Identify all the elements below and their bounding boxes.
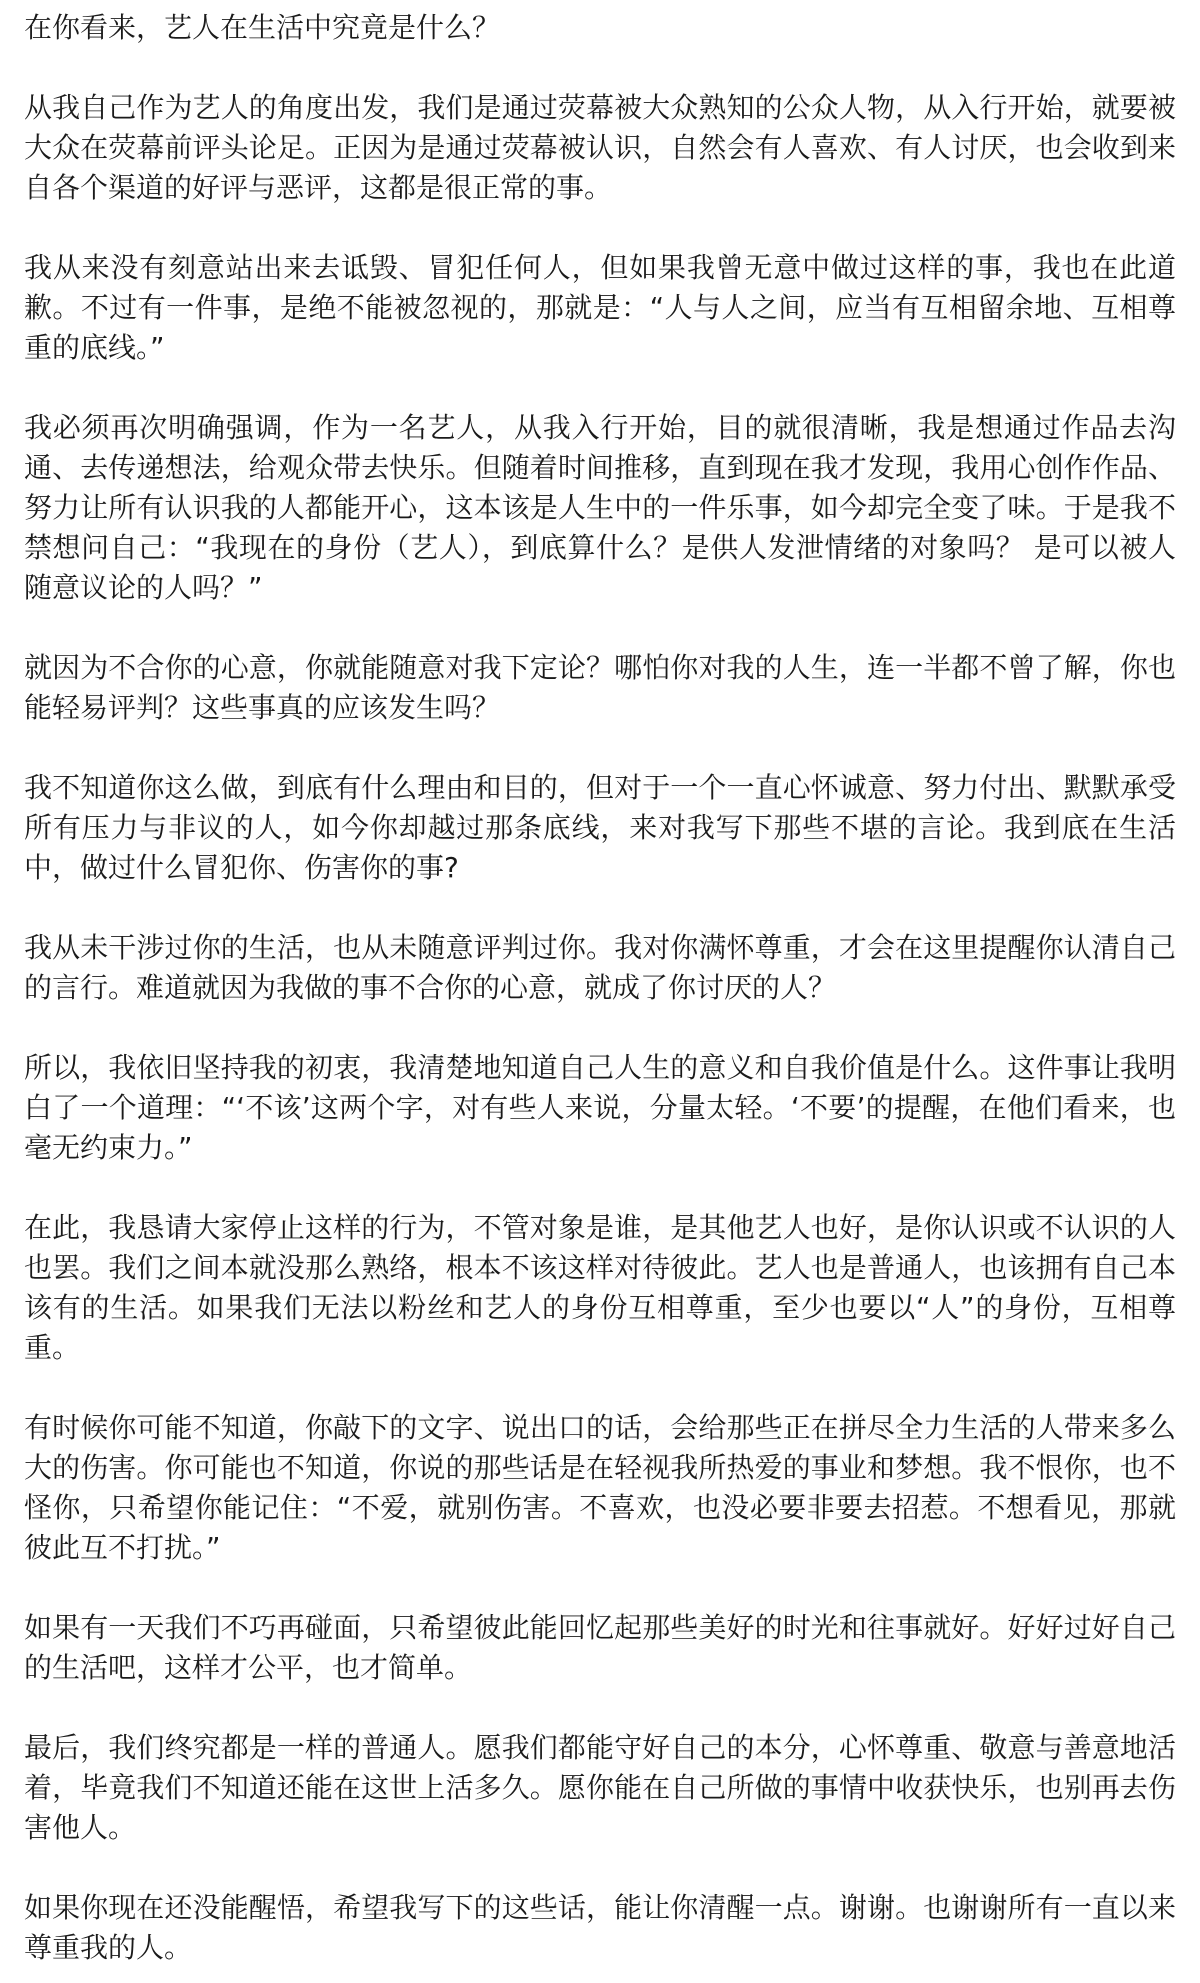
paragraph-thanks: 如果你现在还没能醒悟，希望我写下的这些话，能让你清醒一点。谢谢。也谢谢所有一直以来尊重我的人。 bbox=[24, 1891, 1176, 1964]
paragraph-harm: 有时候你可能不知道，你敲下的文字、说出口的话，会给那些正在拼尽全力生活的人带来多么大的伤害。你可能也不知道，你说的那些话是在轻视我所热爱的事业和梦想。我不恨你，也不怪你，只希望你能记住：“不爱，就别伤害。不喜欢，也没必要非要去招惹。不想看见，那就彼此互不打扰。” bbox=[24, 1411, 1176, 1564]
paragraph-bottom-line: 我不知道你这么做，到底有什么理由和目的，但对于一个一直心怀诚意、努力付出、默默承受所有压力与非议的人，如今你却越过那条底线，来对我写下那些不堪的言论。我到底在生活中，做过什么冒犯你、伤害你的事? bbox=[24, 771, 1176, 884]
article-body bbox=[24, 8, 1176, 1968]
paragraph-respect: 我从未干涉过你的生活，也从未随意评判过你。我对你满怀尊重，才会在这里提醒你认清自己的言行。难道就因为我做的事不合你的心意，就成了你讨厌的人？ bbox=[24, 931, 1176, 1004]
paragraph-public-figure: 从我自己作为艺人的角度出发，我们是通过荧幕被大众熟知的公众人物，从入行开始，就要被大众在荧幕前评头论足。正因为是通过荧幕被认识，自然会有人喜欢、有人讨厌，也会收到来自各个渠道的好评与恶评，这都是很正常的事。 bbox=[24, 91, 1176, 204]
paragraph-memories: 如果有一天我们不巧再碰面，只希望彼此能回忆起那些美好的时光和往事就好。好好过好自己的生活吧，这样才公平，也才简单。 bbox=[24, 1611, 1176, 1684]
paragraph-apology: 我从来没有刻意站出来去诋毁、冒犯任何人，但如果我曾无意中做过这样的事，我也在此道歉。不过有一件事，是绝不能被忽视的，那就是：“人与人之间，应当有互相留余地、互相尊重的底线。” bbox=[24, 251, 1176, 364]
paragraph-closing: 最后，我们终究都是一样的普通人。愿我们都能守好自己的本分，心怀尊重、敬意与善意地活着，毕竟我们不知道还能在这世上活多久。愿你能在自己所做的事情中收获快乐，也别再去伤害他人。 bbox=[24, 1731, 1176, 1844]
paragraph-question: 在你看来，艺人在生活中究竟是什么？ bbox=[24, 11, 501, 44]
paragraph-judgement: 就因为不合你的心意，你就能随意对我下定论？哪怕你对我的人生，连一半都不曾了解，你也能轻易评判？这些事真的应该发生吗？ bbox=[24, 651, 1176, 724]
paragraph-purpose: 我必须再次明确强调，作为一名艺人，从我入行开始，目的就很清晰，我是想通过作品去沟通、去传递想法，给观众带去快乐。但随着时间推移，直到现在我才发现，我用心创作作品、努力让所有认识我的人都能开心，这本该是人生中的一件乐事，如今却完全变了味。于是我不禁想问自己：“我现在的身份（艺人），到底算什么？是供人发泄情绪的对象吗？ 是可以被人随意议论的人吗？” bbox=[24, 411, 1176, 604]
paragraph-original-intent: 所以，我依旧坚持我的初衷，我清楚地知道自己人生的意义和自我价值是什么。这件事让我明白了一个道理：“‘不该’这两个字，对有些人来说，分量太轻。‘不要’的提醒，在他们看来，也毫无约束力。” bbox=[24, 1051, 1176, 1164]
paragraph-plea: 在此，我恳请大家停止这样的行为，不管对象是谁，是其他艺人也好，是你认识或不认识的人也罢。我们之间本就没那么熟络，根本不该这样对待彼此。艺人也是普通人，也该拥有自己本该有的生活。如果我们无法以粉丝和艺人的身份互相尊重，至少也要以“人”的身份，互相尊重。 bbox=[24, 1211, 1176, 1364]
